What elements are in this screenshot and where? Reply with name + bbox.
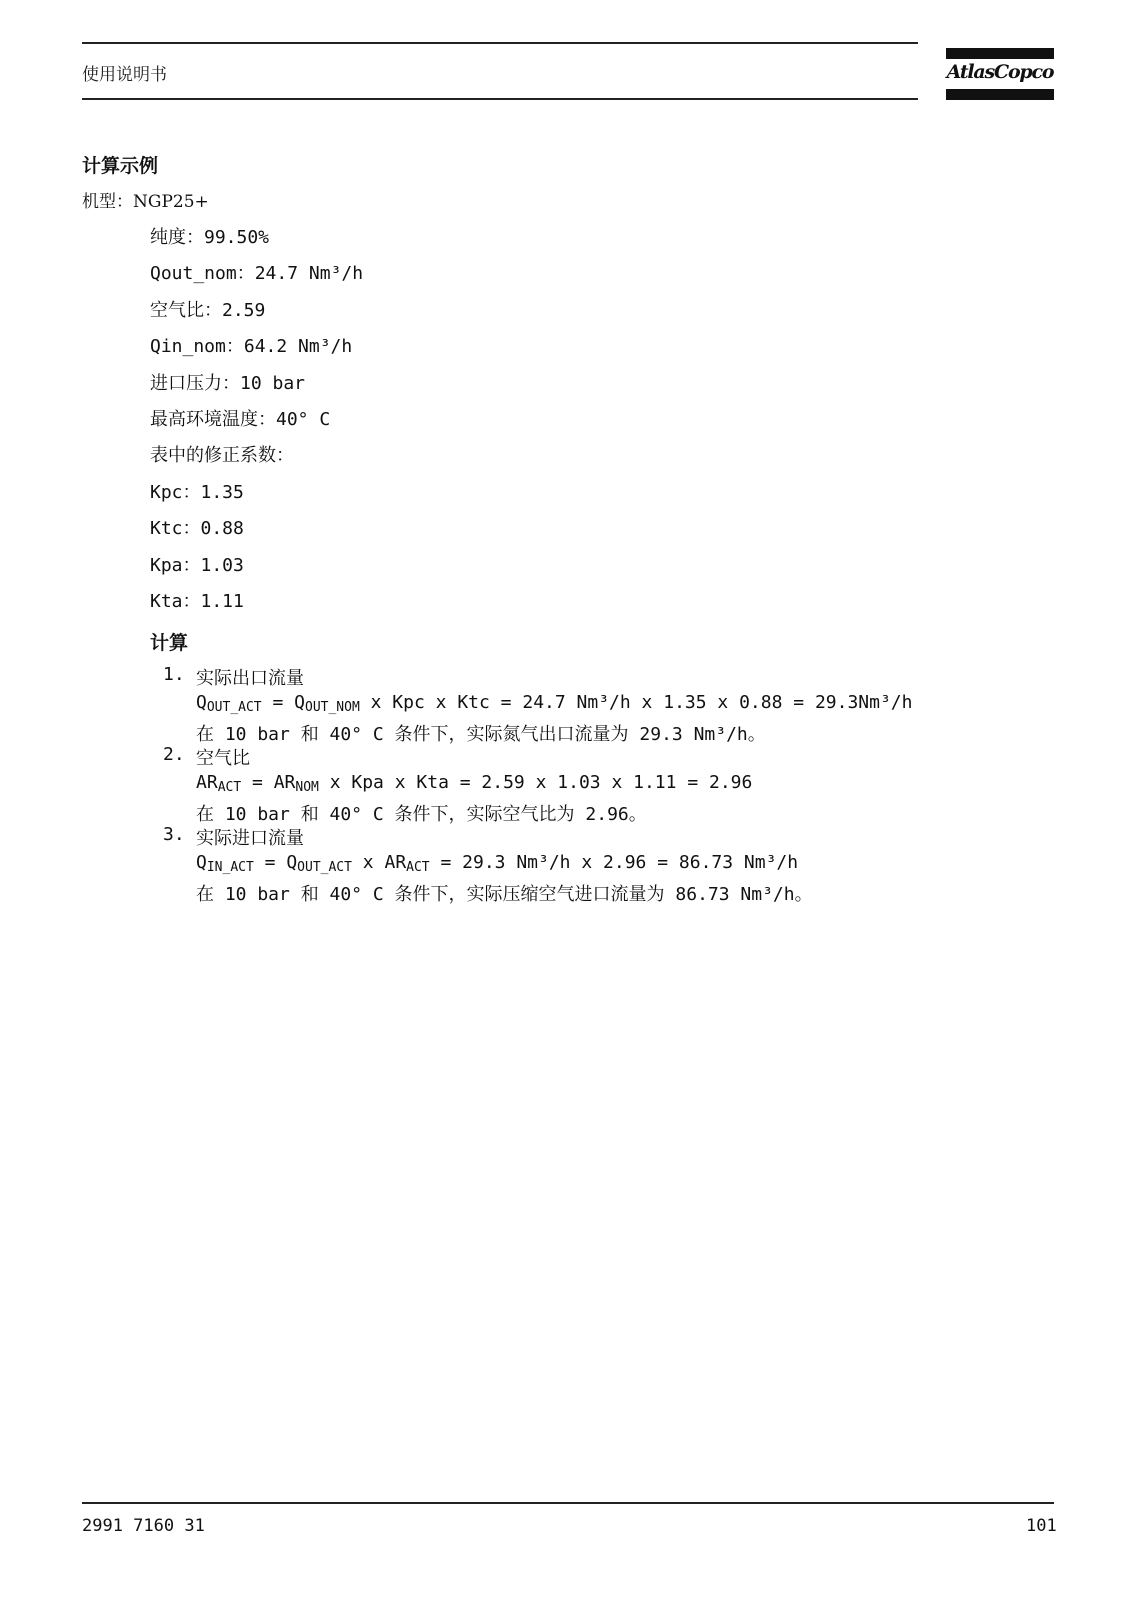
param-ktc: Ktc：0.88	[150, 518, 244, 539]
model-line	[82, 187, 209, 212]
step-3-title: 实际进口流量	[196, 828, 304, 849]
calc-title: 计算	[150, 632, 189, 654]
document-number: 2991 7160 31	[82, 1516, 205, 1536]
step-3-formula: $Q_{IN\_ACT} = Q_{OUT\_ACT}$ x $AR_{ACT} = 29.3$ Nm³/h x 2.96 = 86.73 Nm³/h	[196, 852, 799, 875]
logo-text: AtlasCopco	[946, 61, 1054, 83]
param-purity: 纯度：99.50%	[150, 227, 270, 248]
step-2-title: 空气比	[196, 748, 250, 769]
step-3-number: 3.	[163, 824, 185, 845]
logo-bar-top	[946, 48, 1054, 59]
logo-bar-bottom	[946, 89, 1054, 100]
step-1-formula: $Q_{OUT\_ACT} = Q_{OUT\_NOM}$ x Kpc x Ktc = 24.7 Nm³/h x 1.35 x 0.88 = 29.3Nm³/h	[196, 692, 913, 715]
model-value: NGP25+	[133, 192, 209, 212]
footer-rule	[82, 1502, 1054, 1504]
step-1-result: 在 10 bar 和 40° C 条件下，实际氮气出口流量为 29.3 Nm³/h。	[196, 724, 766, 745]
step-1-title: 实际出口流量	[196, 668, 304, 689]
step-2-result: 在 10 bar 和 40° C 条件下，实际空气比为 2.96。	[196, 804, 647, 825]
param-qin-nom: Qin_nom：64.2 Nm³/h	[150, 336, 353, 357]
header-title: 使用说明书	[82, 65, 167, 85]
param-kpc: Kpc：1.35	[150, 482, 244, 503]
page-number: 101	[1026, 1516, 1057, 1536]
header-top-rule	[82, 42, 918, 44]
param-max-ambient-temp: 最高环境温度：40° C	[150, 409, 331, 430]
param-kpa: Kpa：1.03	[150, 555, 244, 576]
param-inlet-pressure: 进口压力：10 bar	[150, 373, 306, 394]
step-1-number: 1.	[163, 664, 185, 685]
step-2-formula: $AR_{ACT} = AR_{NOM}$ x Kpa x Kta = 2.59 x 1.03 x 1.11 = 2.96	[196, 772, 753, 795]
param-air-ratio: 空气比：2.59	[150, 300, 266, 321]
section-title: 计算示例	[82, 155, 159, 177]
step-3-result: 在 10 bar 和 40° C 条件下，实际压缩空气进口流量为 86.73 Nm³/h。	[196, 884, 813, 905]
step-2-number: 2.	[163, 744, 185, 765]
atlas-copco-logo	[946, 48, 1054, 100]
header-bottom-rule	[82, 98, 918, 100]
param-correction-factors-label: 表中的修正系数：	[150, 445, 294, 466]
param-kta: Kta：1.11	[150, 591, 244, 612]
model-label: 机型：	[82, 192, 133, 212]
param-qout-nom: Qout_nom：24.7 Nm³/h	[150, 263, 364, 284]
